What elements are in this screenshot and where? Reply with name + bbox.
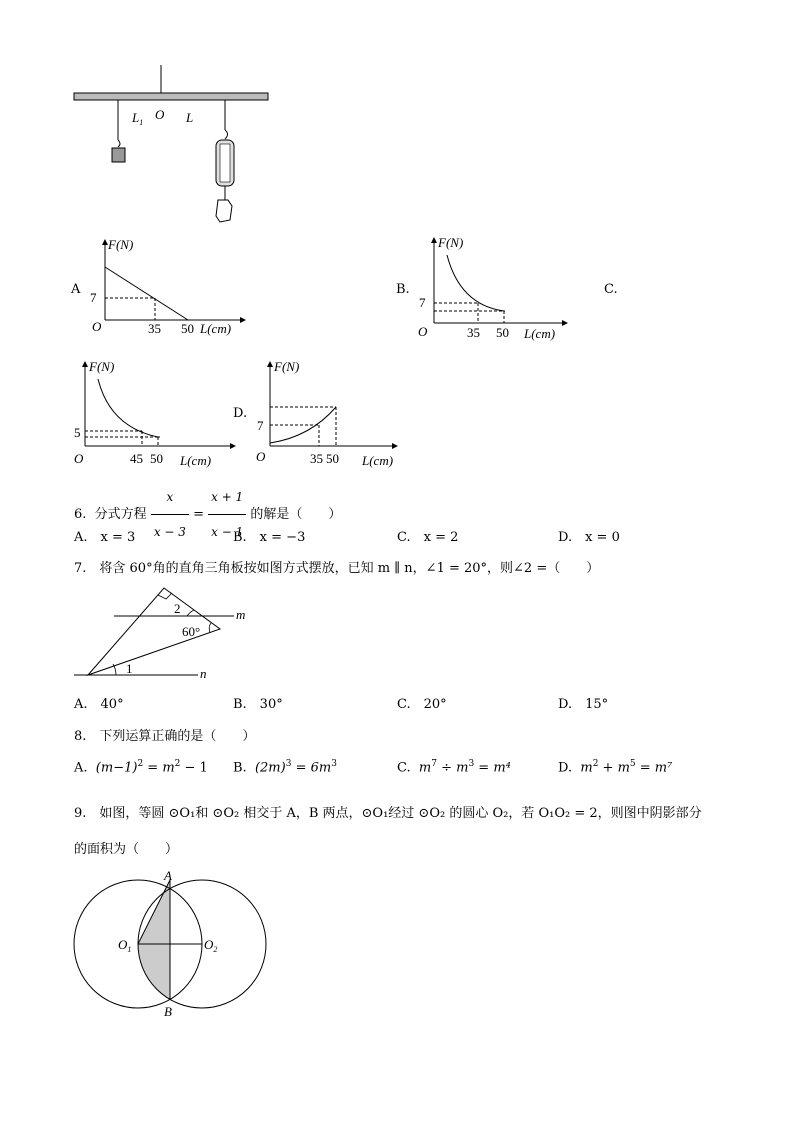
option-c-label: C. [604, 282, 618, 297]
svg-text:F(N): F(N) [438, 235, 464, 250]
svg-text:F(N): F(N) [89, 359, 115, 374]
q6-number: 6. [74, 507, 87, 522]
q7-option-b: B. 30° [233, 697, 283, 712]
q8-option-b: B. $(2m)^3 = 6m^3$ [233, 759, 337, 776]
q7-stem: 7. 将含 60°角的直角三角板按如图方式摆放，已知 m ∥ n，∠1 = 20°，则∠2 =（ ） [74, 561, 600, 576]
svg-text:50: 50 [150, 451, 163, 466]
svg-text:A: A [164, 868, 172, 883]
graph-b [412, 233, 582, 348]
svg-text:n: n [200, 666, 207, 681]
option-d-label: D. [233, 406, 248, 421]
q7-option-d: D. 15° [558, 697, 609, 712]
weight-icon [112, 148, 125, 162]
svg-text:L(cm): L(cm) [200, 321, 232, 336]
svg-text:L(cm): L(cm) [362, 453, 394, 468]
shaded-lens [138, 944, 170, 999]
svg-text:O1: $O_1$ [118, 937, 132, 954]
q6-equals: = [193, 507, 204, 522]
svg-text:O: O [74, 451, 84, 466]
q9-line2: 的面积为（ ） [74, 842, 179, 857]
svg-text:35: 35 [148, 321, 161, 336]
svg-text:5: 5 [74, 425, 81, 440]
q6-option-a: A. x = 3 [74, 530, 136, 545]
svg-text:L(cm): L(cm) [524, 326, 556, 341]
graph-c [70, 357, 240, 472]
lever-label-o: O [155, 107, 165, 122]
lever-label-l1: $L_1$ [132, 110, 144, 127]
q7-option-c: C. 20° [397, 697, 447, 712]
q9-figure [68, 868, 278, 1023]
svg-text:m: m [236, 607, 246, 622]
q6-fraction-right: $\frac{x + 1}{x - 1}$ [208, 480, 246, 549]
q6-option-d: D. x = 0 [558, 530, 620, 545]
svg-text:1: 1 [126, 661, 133, 676]
svg-text:35: 35 [310, 451, 323, 466]
q9-line1: 9. 如图，等圆 ⊙O₁和 ⊙O₂ 相交于 A，B 两点，⊙O₁经过 ⊙O₂ 的圆心 O₂，若 O₁O₂ = 2，则图中阴影部分 [74, 806, 702, 821]
svg-text:O: O [418, 324, 428, 339]
svg-text:7: 7 [257, 418, 264, 433]
q6-fraction-left: $\frac{x}{x - 3}$ [151, 480, 189, 549]
svg-text:O2: $O_2$ [204, 937, 218, 954]
option-b-label: B. [396, 282, 410, 297]
q7-option-a: A. 40° [74, 697, 124, 712]
svg-text:50: 50 [181, 321, 194, 336]
svg-text:50: 50 [496, 325, 509, 340]
q8-option-a: A. $(m-1)^2 = m^2 - 1$ [74, 759, 208, 776]
q8-option-c: C. $m^7 \div m^3 = m^4$ [397, 759, 511, 776]
q8-stem: 8. 下列运算正确的是（ ） [74, 729, 256, 744]
lever-label-l: L [186, 110, 194, 125]
q7-figure [70, 580, 260, 685]
q8-option-d: D. $m^2 + m^5 = m^7$ [558, 759, 673, 776]
svg-text:B: B [164, 1004, 172, 1019]
q6-option-b: B. x = −3 [233, 530, 306, 545]
q6-option-c: C. x = 2 [397, 530, 459, 545]
q6-stem-post: 的解是（ ） [250, 507, 342, 522]
svg-text:2: 2 [174, 601, 181, 616]
graph-a [80, 235, 250, 345]
svg-text:35: 35 [467, 325, 480, 340]
graph-d [252, 357, 412, 472]
svg-text:7: 7 [419, 295, 426, 310]
svg-text:O: O [92, 319, 102, 334]
lever-figure [60, 60, 290, 230]
svg-text:F(N): F(N) [108, 237, 134, 252]
hand-icon [216, 200, 232, 222]
svg-text:F(N): F(N) [274, 359, 300, 374]
option-a-label: A [71, 282, 81, 297]
svg-text:7: 7 [90, 290, 97, 305]
svg-text:L(cm): L(cm) [180, 453, 212, 468]
svg-text:60°: 60° [182, 624, 201, 639]
svg-text:O: O [256, 449, 266, 464]
svg-text:50: 50 [326, 451, 339, 466]
q6-stem-pre: 分式方程 [94, 507, 147, 522]
svg-text:45: 45 [130, 451, 143, 466]
